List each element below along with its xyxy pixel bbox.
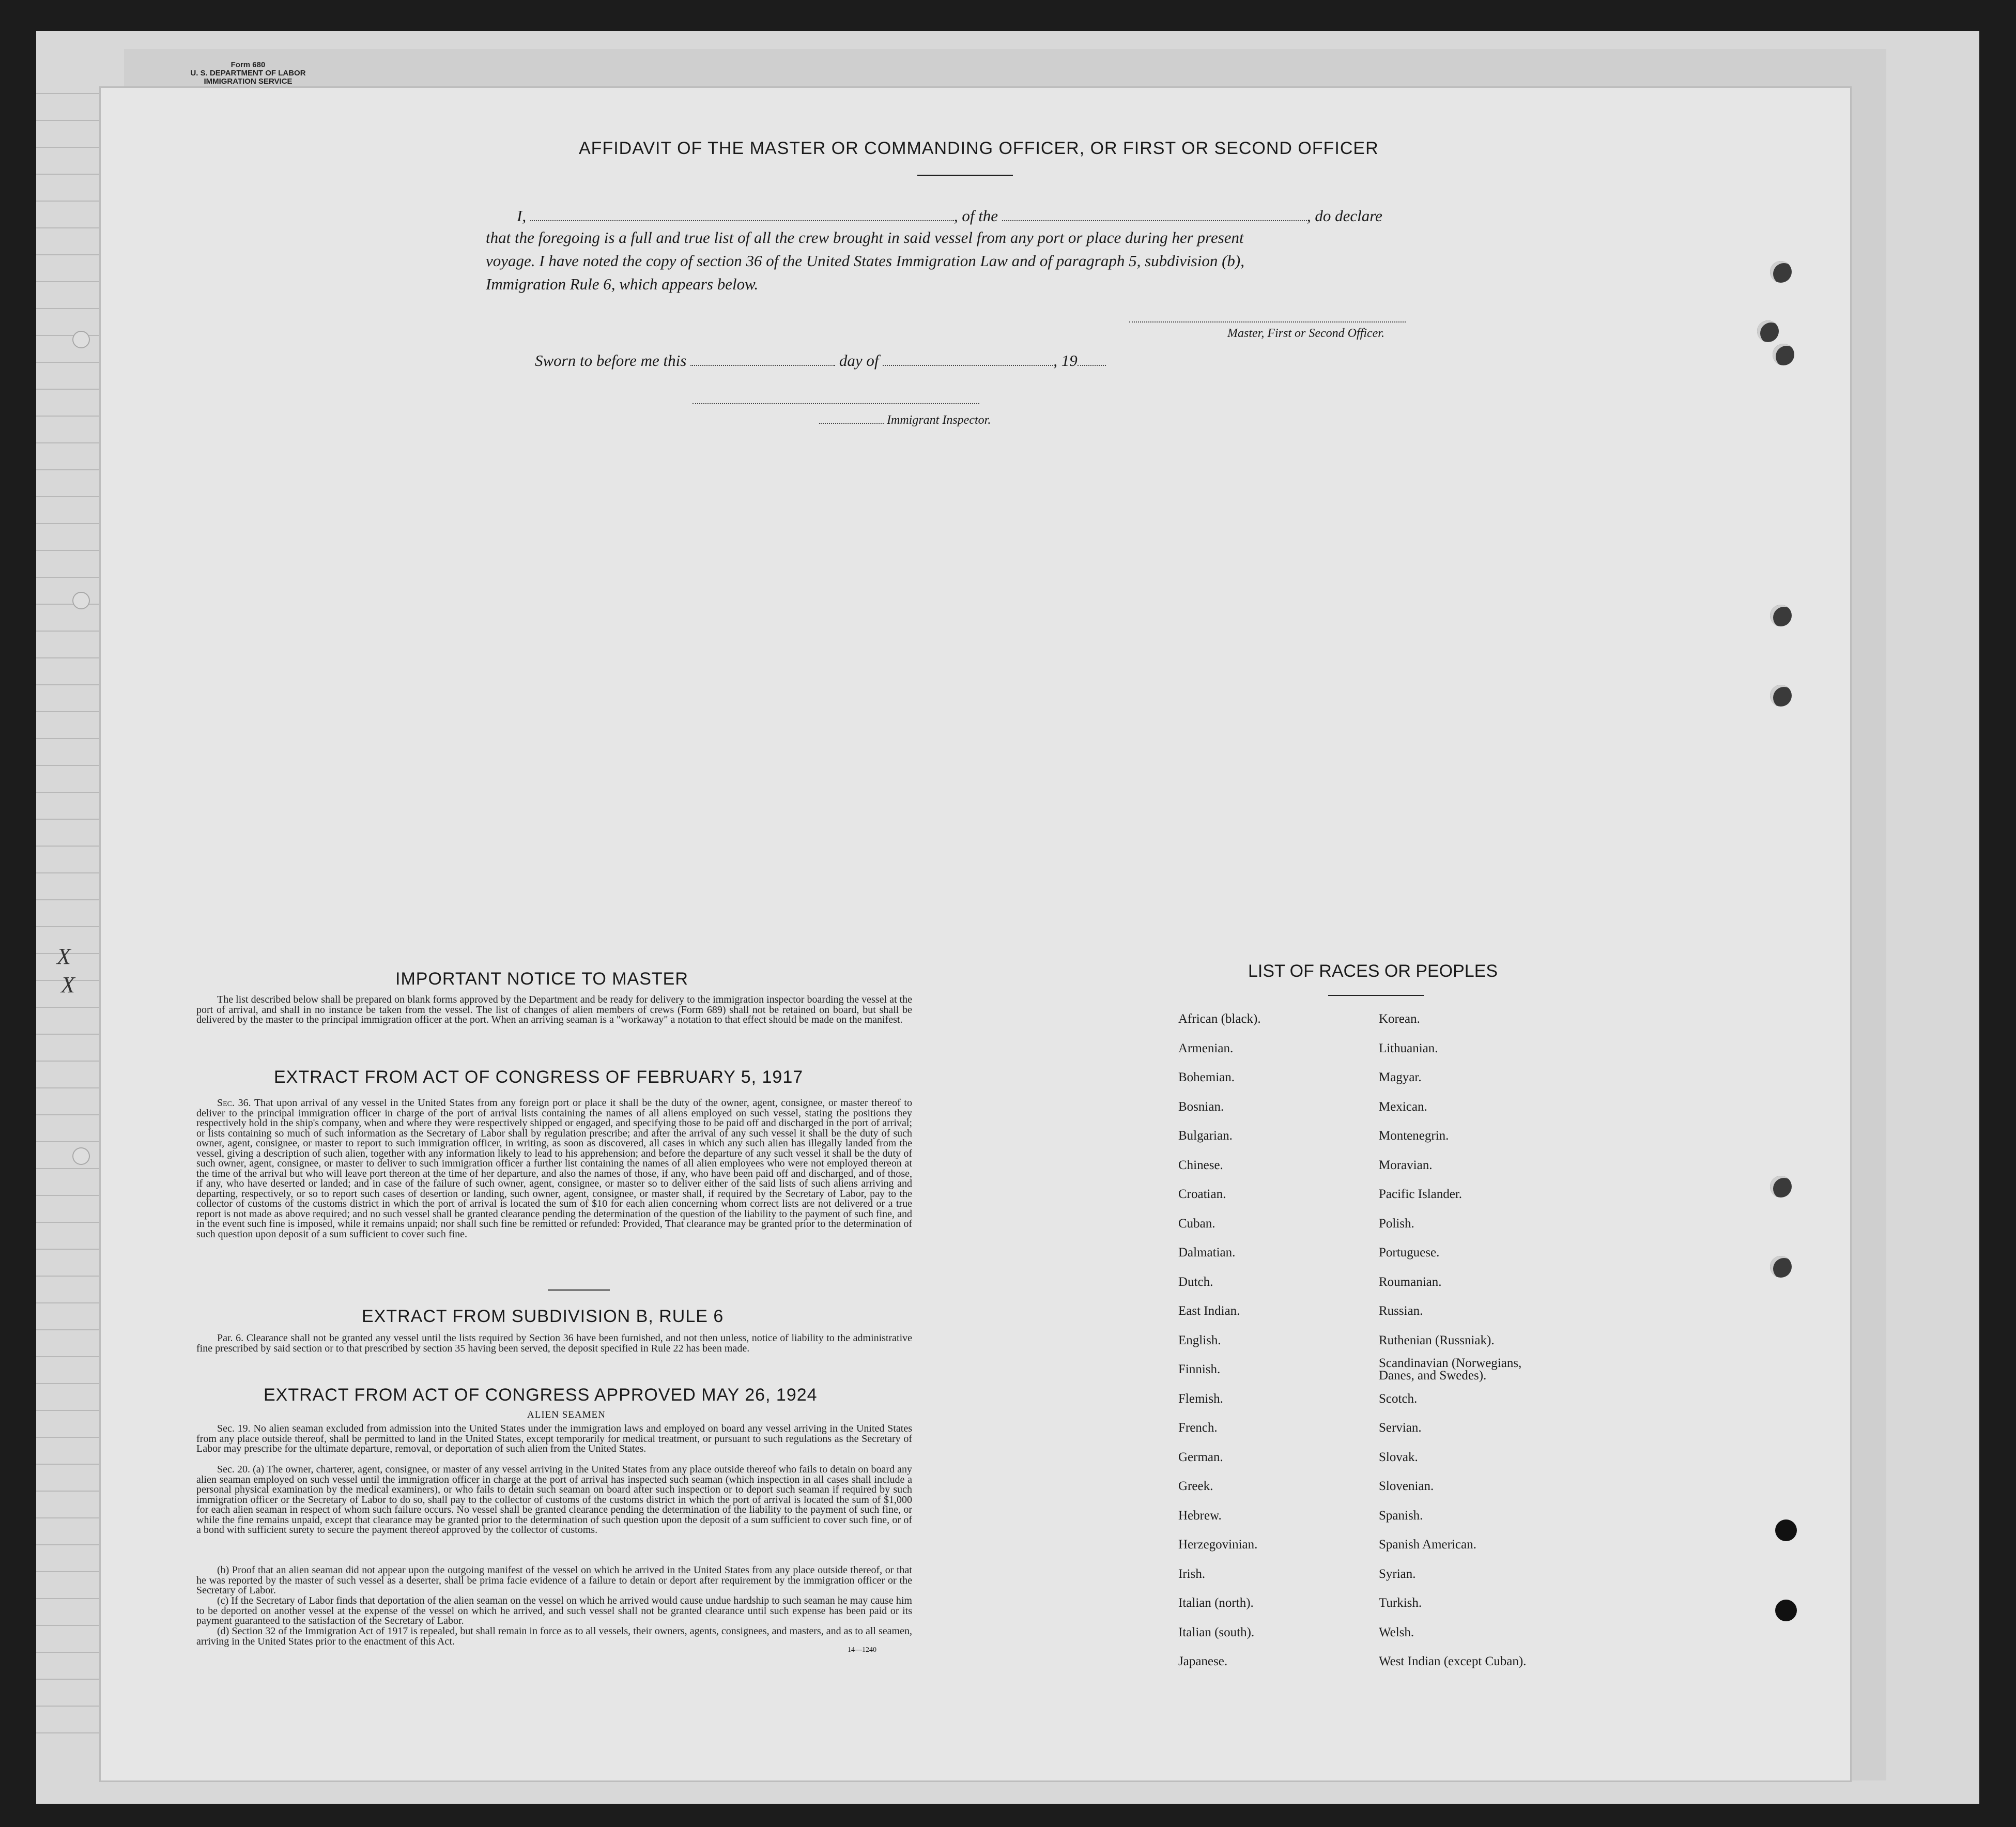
ruling-line xyxy=(36,1356,101,1357)
ruling-line xyxy=(36,416,101,417)
inspector-label-text: Immigrant Inspector. xyxy=(887,413,991,427)
punch-hole xyxy=(1773,344,1794,365)
races-title: LIST OF RACES OR PEOPLES xyxy=(1248,961,1498,981)
race-item: Irish. xyxy=(1178,1567,1206,1581)
race-item: Flemish. xyxy=(1178,1391,1223,1406)
race-item: Lithuanian. xyxy=(1379,1041,1438,1055)
ruling-line xyxy=(36,1222,101,1223)
ruling-line xyxy=(36,1544,101,1545)
race-item: Portuguese. xyxy=(1379,1246,1440,1260)
race-item: Pacific Islander. xyxy=(1379,1187,1463,1201)
race-item: Servian. xyxy=(1379,1421,1422,1435)
ruling-line xyxy=(36,1383,101,1384)
sworn-year: , 19 xyxy=(1053,351,1078,370)
race-item: Italian (north). xyxy=(1178,1596,1254,1610)
ruling-line xyxy=(36,657,101,658)
ruling-line xyxy=(36,308,101,309)
ruling-line xyxy=(36,846,101,847)
ruling-line xyxy=(36,899,101,900)
ruling-line xyxy=(36,711,101,712)
extract-1917-title: EXTRACT FROM ACT OF CONGRESS OF FEBRUARY 5, 1917 xyxy=(274,1067,804,1087)
race-item: Bohemian. xyxy=(1178,1070,1235,1084)
ruling-line xyxy=(36,926,101,927)
inspector-blank[interactable] xyxy=(819,422,884,424)
race-item: Japanese. xyxy=(1178,1654,1228,1668)
race-item: Dutch. xyxy=(1178,1275,1213,1289)
race-item: Bosnian. xyxy=(1178,1099,1224,1114)
race-item: Roumanian. xyxy=(1379,1275,1442,1289)
race-item: Syrian. xyxy=(1379,1567,1416,1581)
ruling-line xyxy=(36,281,101,282)
ruling-line xyxy=(36,577,101,578)
left-margin-ruling xyxy=(0,0,101,1827)
race-item: Korean. xyxy=(1379,1012,1420,1026)
ruling-line xyxy=(36,1276,101,1277)
master-signature-line[interactable] xyxy=(1129,321,1406,323)
affidavit-title: AFFIDAVIT OF THE MASTER OR COMMANDING OFFICER, OR FIRST OR SECOND OFFICER xyxy=(579,139,1379,158)
declaration-declare: , do declare xyxy=(1306,207,1382,225)
ruling-line xyxy=(36,93,101,94)
race-item: English. xyxy=(1178,1333,1221,1347)
ruling-line xyxy=(36,1598,101,1599)
form-header xyxy=(155,61,341,86)
race-item: Montenegrin. xyxy=(1379,1129,1449,1143)
ruling-line xyxy=(36,254,101,255)
ruling-line xyxy=(36,1168,101,1169)
ruling-line xyxy=(36,872,101,873)
extract-1924-sec20c: (c) If the Secretary of Labor finds that deportation of the alien seaman on the vessel on which he arrived would cause undue hardship to such seaman he may cause him to be deported on another vessel at the expense of the vessel on which he arrived, and such vessel shall not be granted clearance until such expense has been paid or its payment guaranteed to the satisfaction of the Secretary of Labor. xyxy=(196,1595,912,1626)
ruling-line xyxy=(36,819,101,820)
race-item: African (black). xyxy=(1178,1012,1261,1026)
punch-hole xyxy=(1757,320,1779,342)
alien-seamen-subtitle: ALIEN SEAMEN xyxy=(527,1409,606,1420)
race-item: French. xyxy=(1178,1421,1218,1435)
declaration-line-2: that the foregoing is a full and true list of all the crew brought in said vessel from any port or place during her present xyxy=(486,228,1244,247)
ruling-line xyxy=(36,631,101,632)
ruling-line xyxy=(36,792,101,793)
declaration-i: I, xyxy=(517,207,527,225)
ruling-line xyxy=(36,1652,101,1653)
extract-1917-sec-label: Sec. 36. xyxy=(217,1097,251,1109)
race-item: Italian (south). xyxy=(1178,1625,1255,1639)
race-item: Croatian. xyxy=(1178,1187,1226,1201)
declaration-of-the: , of the xyxy=(953,207,998,225)
race-item: Scandinavian (Norwegians, Danes, and Swedes). xyxy=(1379,1356,1522,1383)
race-item: Turkish. xyxy=(1379,1596,1422,1610)
ruling-line xyxy=(36,1087,101,1088)
ruling-line xyxy=(36,227,101,228)
race-item: Dalmatian. xyxy=(1178,1246,1236,1260)
declaration-line-1 xyxy=(517,207,1382,225)
name-blank[interactable] xyxy=(530,220,954,221)
race-item: Magyar. xyxy=(1379,1070,1422,1084)
ruling-line xyxy=(36,362,101,363)
ruling-line xyxy=(36,1410,101,1411)
race-item: Bulgarian. xyxy=(1178,1129,1233,1143)
ruling-line xyxy=(36,684,101,685)
ruling-line xyxy=(36,1249,101,1250)
notice-text: The list described below shall be prepared on blank forms approved by the Department and be ready for delivery to the immigration inspector boarding the vessel at the port of arrival, and shall in no instance be taken from the vessel. The list of changes of alien members of crews (Form 689) shall not be retained on board, but shall be delivered by the master to the principal immigration officer at the port. When an arriving seaman is a "workaway" a notation to that effect should be made on the manifest. xyxy=(196,994,912,1025)
ruling-line xyxy=(36,1732,101,1733)
ruling-line xyxy=(36,1491,101,1492)
ruling-line xyxy=(36,201,101,202)
declaration-line-3: voyage. I have noted the copy of section 36 of the United States Immigration Law and of paragraph 5, subdivision (b), xyxy=(486,252,1244,270)
ruling-line xyxy=(36,442,101,443)
ruling-line xyxy=(36,389,101,390)
ruling-line xyxy=(36,1007,101,1008)
notice-title: IMPORTANT NOTICE TO MASTER xyxy=(395,969,688,989)
race-item: Moravian. xyxy=(1379,1158,1433,1172)
service-name: IMMIGRATION SERVICE xyxy=(204,77,293,86)
ruling-line xyxy=(36,1679,101,1680)
ruling-line xyxy=(36,604,101,605)
title-rule xyxy=(917,175,1013,176)
race-item: Scotch. xyxy=(1379,1391,1418,1406)
extract-1924-sec20a: Sec. 20. (a) The owner, charterer, agent, consignee, or master of any vessel arriving in the United States from any place outside thereof who fails to detain on board any alien seaman employed on such vessel until the immigration officer in charge at the port of arrival has inspected such seaman (which inspection in all cases shall include a personal physical examination by the medical examiners), or who fails to detain such seaman on board after such inspection or to deport such seaman if required by such immigration officer or the Secretary of Labor to do so, shall pay to the collector of customs of the customs district in which the port of arrival is located the sum of $1,000 for each alien seaman in respect of whom such failure occurs. No vessel shall be granted clearance pending the determination of the liability to the payment of such fine, or while the fine remains unpaid, except that clearance may be granted prior to the determination of such question upon the deposit of a sum sufficient to cover such fine, or of a bond with sufficient surety to secure the payment thereof approved by the collector of customs. xyxy=(196,1464,912,1536)
left-binder-hole xyxy=(72,592,90,609)
ruling-line xyxy=(36,469,101,470)
races-title-rule xyxy=(1328,995,1424,996)
margin-mark-2: X xyxy=(61,972,75,997)
sworn-day-blank[interactable] xyxy=(690,364,835,366)
ruling-line xyxy=(36,1706,101,1707)
ruling-line xyxy=(36,523,101,524)
ruling-line xyxy=(36,120,101,121)
race-item: Spanish American. xyxy=(1379,1538,1476,1552)
ruling-line xyxy=(36,550,101,551)
ruling-line xyxy=(36,1329,101,1330)
ruling-line xyxy=(36,765,101,766)
punch-hole xyxy=(1775,1600,1797,1621)
ruling-line xyxy=(36,1517,101,1518)
left-binder-hole xyxy=(72,1147,90,1165)
sworn-prefix: Sworn to before me this xyxy=(535,351,687,370)
race-item: Slovak. xyxy=(1379,1450,1418,1464)
race-item: Polish. xyxy=(1379,1216,1414,1231)
ruling-line xyxy=(36,174,101,175)
race-item: Herzegovinian. xyxy=(1178,1538,1258,1552)
punch-hole xyxy=(1770,605,1792,626)
sworn-day-of: day of xyxy=(839,351,879,370)
ruling-line xyxy=(36,1437,101,1438)
ruling-line xyxy=(36,1464,101,1465)
ruling-line xyxy=(36,1114,101,1115)
punch-hole xyxy=(1770,1256,1792,1278)
margin-mark-1: X xyxy=(57,944,71,969)
inspector-signature-line[interactable] xyxy=(692,403,979,404)
extract-rule6-text: Par. 6. Clearance shall not be granted any vessel until the lists required by Section 36 have been furnished, and not then unless, notice of liability to the administrative fine prescribed by said section or to that prescribed by section 35 having been served, the deposit specified in Rule 22 has been made. xyxy=(196,1332,912,1354)
left-binder-hole xyxy=(72,331,90,348)
vessel-blank[interactable] xyxy=(1002,220,1307,221)
extract-1924-title: EXTRACT FROM ACT OF CONGRESS APPROVED MAY 26, 1924 xyxy=(264,1385,818,1405)
race-item: Spanish. xyxy=(1379,1508,1423,1523)
punch-hole xyxy=(1775,1519,1797,1541)
race-item: Greek. xyxy=(1178,1479,1213,1493)
form-number: Form 680 xyxy=(230,60,266,69)
race-item: East Indian. xyxy=(1178,1304,1240,1318)
sworn-year-blank[interactable] xyxy=(1078,364,1106,366)
ruling-line xyxy=(36,1571,101,1572)
ruling-line xyxy=(36,1302,101,1303)
ruling-line xyxy=(36,496,101,497)
race-item: Cuban. xyxy=(1178,1216,1215,1231)
extract-1924-sec20d: (d) Section 32 of the Immigration Act of 1917 is repealed, but shall remain in force as to all vessels, their owners, agents, consignees, and masters, and as to all seamen, arriving in the United States prior to the enactment of this Act. xyxy=(196,1625,912,1647)
race-item: Russian. xyxy=(1379,1304,1423,1318)
ruling-line xyxy=(36,1141,101,1142)
ruling-line xyxy=(36,1034,101,1035)
punch-hole xyxy=(1770,1176,1792,1197)
extract-1924-sec19: Sec. 19. No alien seaman excluded from admission into the United States under the immigration laws and employed on board any vessel arriving in the United States from any place outside thereof, shall be permitted to land in the United States, except temporarily for medical treatment, or pursuant to such regulations as the Secretary of Labor may prescribe for the ultimate departure, removal, or deportation of such alien from the United States. xyxy=(196,1423,912,1454)
ruling-line xyxy=(36,738,101,739)
ruling-line xyxy=(36,147,101,148)
extract-1917-text xyxy=(196,1098,912,1239)
race-item: Finnish. xyxy=(1178,1362,1221,1376)
sworn-line xyxy=(535,351,1106,370)
sworn-month-blank[interactable] xyxy=(883,364,1053,366)
form-code: 14—1240 xyxy=(848,1646,876,1654)
ruling-line xyxy=(36,1195,101,1196)
race-item: Hebrew. xyxy=(1178,1508,1222,1523)
declaration-line-4: Immigration Rule 6, which appears below. xyxy=(486,275,759,293)
race-item: Ruthenian (Russniak). xyxy=(1379,1333,1495,1347)
extract-1924-sec20b: (b) Proof that an alien seaman did not appear upon the outgoing manifest of the vessel on which he arrived in the United States from any place outside thereof, or that he was reported by the master of such vessel as a deserter, shall be prima facie evidence of a failure to detain or deport after requirement by the immigration officer or the Secretary of Labor. xyxy=(196,1564,912,1596)
race-item: Slovenian. xyxy=(1379,1479,1434,1493)
race-item: Chinese. xyxy=(1178,1158,1223,1172)
extract-rule6-title: EXTRACT FROM SUBDIVISION B, RULE 6 xyxy=(362,1307,724,1326)
ruling-line xyxy=(36,1625,101,1626)
inspector-label xyxy=(819,413,991,427)
race-item: German. xyxy=(1178,1450,1223,1464)
ruling-line xyxy=(36,335,101,336)
ruling-line xyxy=(36,1061,101,1062)
punch-hole xyxy=(1770,261,1792,283)
race-item: West Indian (except Cuban). xyxy=(1379,1654,1527,1668)
separator-rule xyxy=(548,1289,610,1291)
race-item: Welsh. xyxy=(1379,1625,1414,1639)
department-name: U. S. DEPARTMENT OF LABOR xyxy=(190,69,306,78)
master-signature-label: Master, First or Second Officer. xyxy=(1227,327,1384,340)
race-item: Armenian. xyxy=(1178,1041,1234,1055)
punch-hole xyxy=(1770,685,1792,707)
extract-1917-body: That upon arrival of any vessel in the United States from any foreign port or place it shall be the duty of the owner, agent, consignee, or master thereof to deliver to the principal immigration officer in charge of the port of arrival lists containing the names of all aliens employed on such vessel, stating the positions they respectively hold in the ship's company, when and where they were respectively shipped or engaged, and specifying those to be paid off and discharged in the port of arrival; or lists containing so much of such information as the Secretary of Labor shall by regulation prescribe; and after the arrival of any such vessel it shall be the duty of such owner, agent, consignee, or master to report to such immigration officer, in writing, as soon as discovered, all cases in which any such alien has illegally landed from the vessel, giving a description of such alien, together with any information likely to lead to his apprehension; and before the departure of any such vessel it shall be the duty of such owner, agent, consignee, or master to deliver to such immigration officer a further list containing the names of all alien employees who were not employed thereon at the time of the arrival but who will leave port thereon at the time of her departure, and also the names of those, if any, who have been paid off and discharged, and of those, if any, who have deserted or landed; and in case of the failure of such owner, agent, consignee, or master so to deliver either of the said lists of such aliens arriving and departing, respectively, or so to report such cases of desertion or landing, such owner, agent, consignee, or master shall, if required by the Secretary of Labor, pay to the collector of customs of the customs district in which the port of arrival is located the sum of $10 for each alien concerning whom correct lists are not delivered or a true report is not made as above required; and no such vessel shall be granted clearance pending the determination of the question of the liability to the payment of such fine, and in the event such fine is imposed, while it remains unpaid; nor shall such fine be remitted or refunded: Provided, That clearance may be granted prior to the determination of such question upon deposit of a sum sufficient to cover such fine. xyxy=(196,1097,912,1240)
race-item: Mexican. xyxy=(1379,1099,1427,1114)
